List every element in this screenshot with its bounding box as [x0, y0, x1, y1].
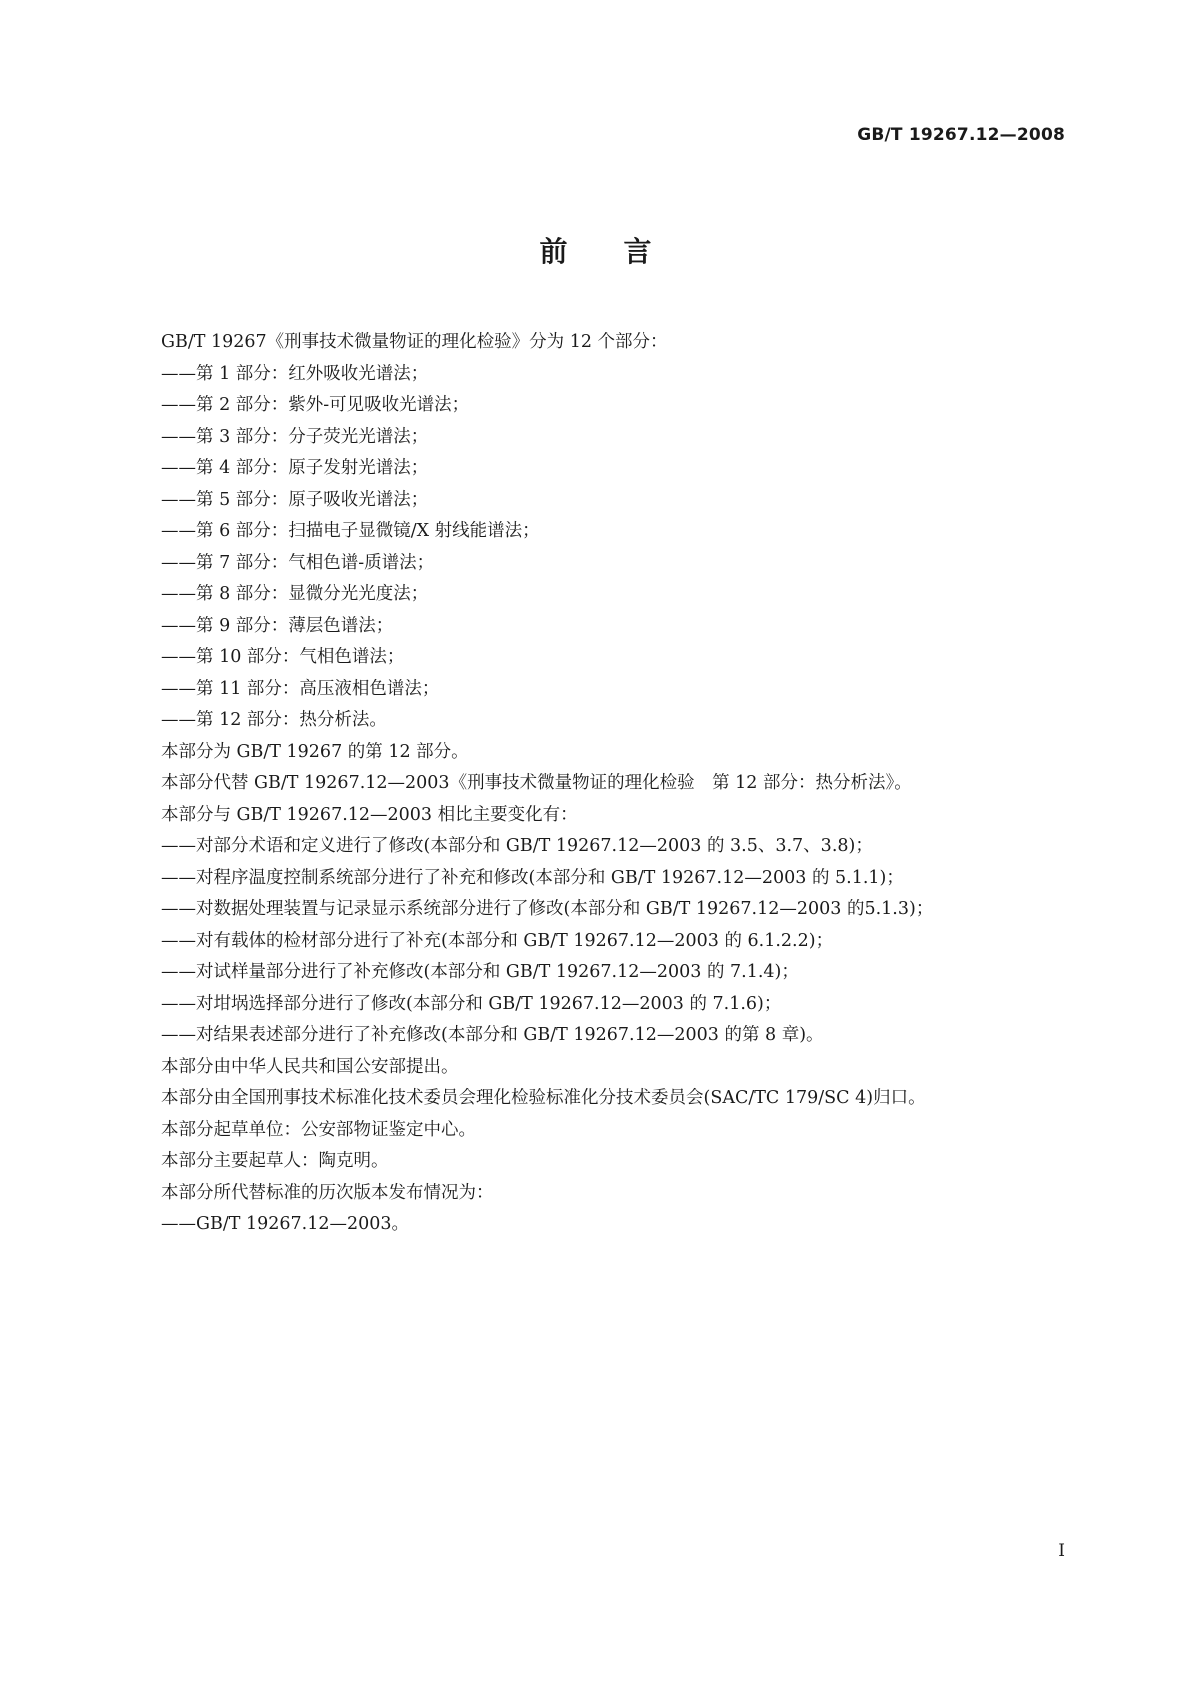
preface-paragraph: 本部分主要起草人：陶克明。 [161, 1151, 389, 1171]
part-list-item: ——第 5 部分：原子吸收光谱法； [161, 489, 429, 510]
change-list-item: ——对试样量部分进行了补充修改(本部分和 GB/T 19267.12—2003 的 7.1.4)； [161, 962, 799, 982]
preface-paragraph: 本部分与 GB/T 19267.12—2003 相比主要变化有： [161, 804, 578, 825]
change-list-item: ——对坩埚选择部分进行了修改(本部分和 GB/T 19267.12—2003 的 7.1.6)； [161, 993, 782, 1014]
change-list-item: ——对结果表述部分进行了补充修改(本部分和 GB/T 19267.12—2003 的第 8 章)。 [161, 1025, 824, 1045]
change-list-item: ——对程序温度控制系统部分进行了补充和修改(本部分和 GB/T 19267.12—2003 的 5.1.1)； [161, 867, 904, 888]
part-list-item: ——第 10 部分：气相色谱法； [161, 647, 405, 667]
part-list-item: ——第 12 部分：热分析法。 [161, 710, 387, 730]
change-list-item: ——对部分术语和定义进行了修改(本部分和 GB/T 19267.12—2003 的 3.5、3.7、3.8)； [161, 836, 873, 856]
preface-paragraph: 本部分由中华人民共和国公安部提出。 [161, 1056, 459, 1077]
preface-body [126, 327, 1056, 1241]
part-list-item: ——第 4 部分：原子发射光谱法； [161, 458, 429, 478]
part-list-item: ——第 8 部分：显微分光光度法； [161, 584, 429, 604]
preface-paragraph: 本部分起草单位：公安部物证鉴定中心。 [161, 1119, 476, 1140]
change-list-item: ——对有载体的检材部分进行了补充(本部分和 GB/T 19267.12—2003 的 6.1.2.2)； [161, 930, 834, 951]
history-list-item: ——GB/T 19267.12—2003。 [161, 1214, 410, 1234]
preface-paragraph: GB/T 19267《刑事技术微量物证的理化检验》分为 12 个部分： [161, 332, 668, 352]
preface-paragraph: 本部分由全国刑事技术标准化技术委员会理化检验标准化分技术委员会(SAC/TC 179/SC 4)归口。 [161, 1088, 926, 1108]
standard-code: GB/T 19267.12—2008 [857, 125, 1065, 145]
part-list-item: ——第 3 部分：分子荧光光谱法； [161, 426, 429, 447]
preface-paragraph: 本部分所代替标准的历次版本发布情况为： [161, 1182, 494, 1203]
part-list-item: ——第 1 部分：红外吸收光谱法； [161, 363, 429, 384]
preface-paragraph: 本部分为 GB/T 19267 的第 12 部分。 [161, 741, 469, 762]
page-title: 前言 [539, 235, 708, 268]
part-list-item: ——第 2 部分：紫外-可见吸收光谱法； [161, 395, 470, 415]
part-list-item: ——第 7 部分：气相色谱-质谱法； [161, 552, 435, 573]
part-list-item: ——第 9 部分：薄层色谱法； [161, 615, 394, 636]
part-list-item: ——第 11 部分：高压液相色谱法； [161, 678, 440, 699]
change-list-item: ——对数据处理装置与记录显示系统部分进行了修改(本部分和 GB/T 19267.12—2003 的5.1.3)； [161, 899, 934, 919]
preface-paragraph: 本部分代替 GB/T 19267.12—2003《刑事技术微量物证的理化检验 第 12 部分：热分析法》。 [161, 773, 912, 793]
page-number: I [1058, 1541, 1065, 1561]
part-list-item: ——第 6 部分：扫描电子显微镜/X 射线能谱法； [161, 521, 540, 541]
